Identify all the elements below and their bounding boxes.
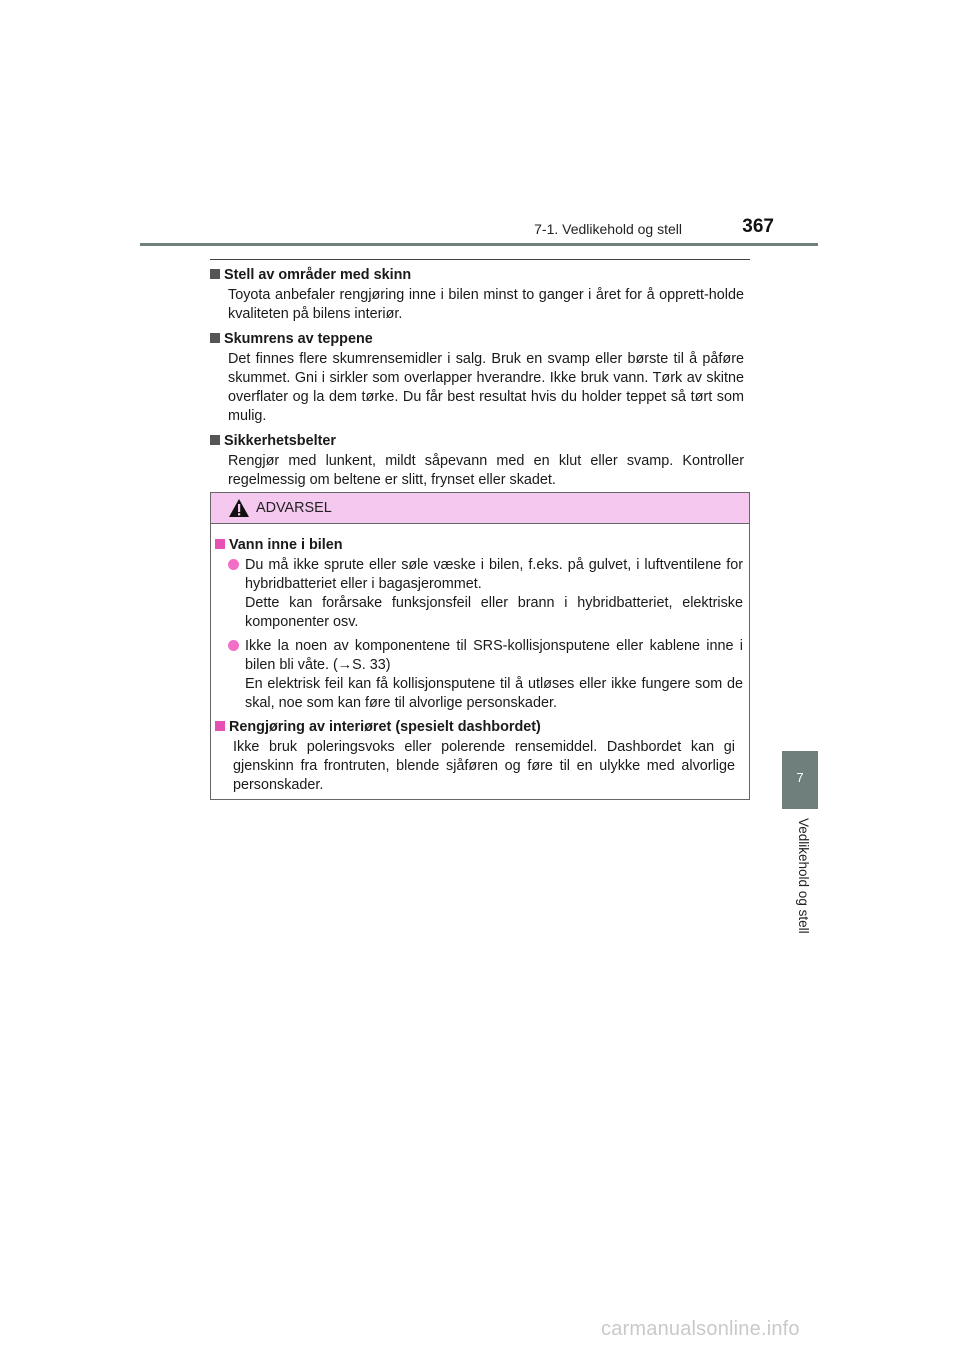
square-bullet-icon [210, 333, 220, 343]
square-bullet-icon [210, 435, 220, 445]
section-body: Det finnes flere skumrensemidler i salg. Bruk en svamp eller børste til å påføre skummet. Gni i sirkler som overlapper hverandre. Ikke bruk vann. Tørk av skitne overflater og la dem tørke. Du får best resultat hvis du holder teppet så tørt som mulig. [228, 351, 744, 424]
section-title [210, 266, 750, 285]
section-body: Rengjør med lunkent, mildt såpevann med en klut eller svamp. Kontroller regelmessig om beltene er slitt, frynset eller skadet. [228, 453, 744, 488]
running-header-section: 7-1. Vedlikehold og stell [534, 221, 682, 237]
header-rule [140, 243, 818, 246]
warning-item-title [215, 718, 743, 737]
warning-bullet [215, 556, 743, 632]
section-title-text: Skumrens av teppene [224, 331, 373, 347]
page-number: 367 [742, 216, 774, 237]
section-title [210, 432, 750, 451]
square-bullet-icon [215, 539, 225, 549]
watermark: carmanualsonline.info [601, 1318, 800, 1340]
warning-label: ADVARSEL [256, 500, 332, 516]
bullet-text: Ikke la noen av komponentene til SRS-kollisjonsputene eller kablene inne i bilen bli våte. (→S. 33) [245, 638, 743, 673]
bullet-text: Dette kan forårsake funksjonsfeil eller brann i hybridbatteriet, elektriske komponenter osv. [245, 595, 743, 630]
main-content [210, 266, 750, 496]
section-title [210, 330, 750, 349]
round-bullet-icon [228, 559, 239, 570]
warning-item-title [215, 536, 743, 555]
square-bullet-icon [210, 269, 220, 279]
warning-item-title-text: Vann inne i bilen [229, 537, 343, 553]
bullet-text: En elektrisk feil kan få kollisjonsputene til å utløses eller ikke fungere som de skal, noe som kan føre til alvorlige personskader. [245, 676, 743, 711]
content-top-rule [210, 259, 750, 260]
warning-bullet [215, 637, 743, 713]
warning-item-body: Ikke bruk poleringsvoks eller polerende rensemiddel. Dashbordet kan gi gjenskinn fra frontruten, blende sjåføren og føre til en ulykke med alvorlige personskader. [233, 739, 735, 793]
section-title-text: Stell av områder med skinn [224, 267, 412, 283]
warning-box [210, 492, 750, 800]
bullet-text: Du må ikke sprute eller søle væske i bilen, f.eks. på gulvet, i luftventilene for hybridbatteriet eller i bagasjerommet. [245, 557, 743, 592]
chapter-tab-number: 7 [796, 770, 804, 785]
warning-item-title-text: Rengjøring av interiøret (spesielt dashbordet) [229, 719, 541, 735]
chapter-tab-label: Vedlikehold og stell [796, 818, 811, 934]
warning-triangle-icon [228, 498, 250, 518]
square-bullet-icon [215, 721, 225, 731]
round-bullet-icon [228, 640, 239, 651]
warning-header [211, 493, 749, 524]
warning-content [211, 524, 749, 795]
section-body: Toyota anbefaler rengjøring inne i bilen minst to ganger i året for å opprett-holde kvaliteten på bilens interiør. [228, 287, 744, 322]
section-title-text: Sikkerhetsbelter [224, 433, 336, 449]
